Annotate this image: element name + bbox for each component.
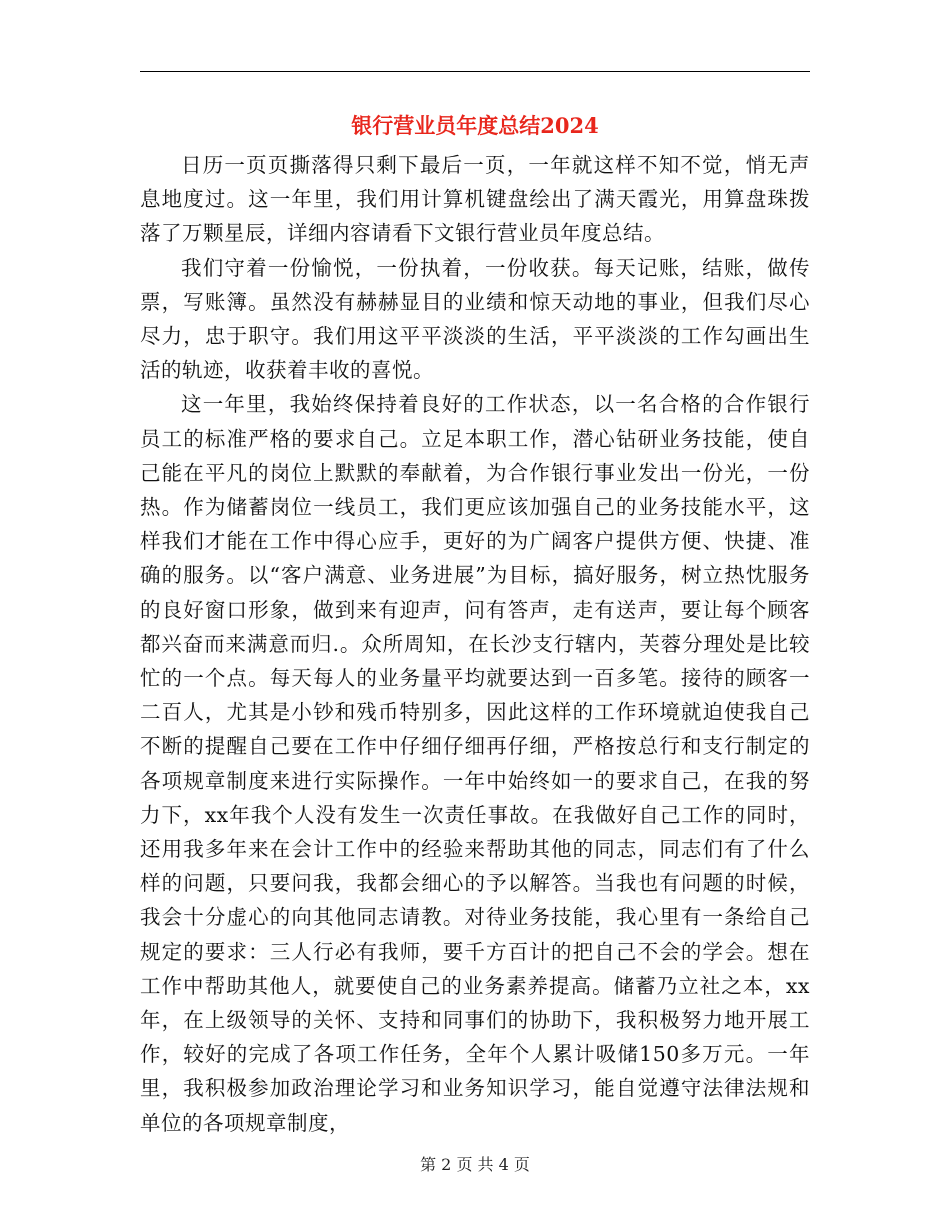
paragraph-intro: 日历一页页撕落得只剩下最后一页，一年就这样不知不觉，悄无声息地度过。这一年里，我们用计算机键盘绘出了满天霞光，用算盘珠拨落了万颗星辰，详细内容请看下文银行营业员年度总结。 [140, 153, 810, 246]
header-rule [140, 71, 810, 72]
paragraph-daily-work: 我们守着一份愉悦，一份执着，一份收获。每天记账，结账，做传票，写账簿。虽然没有赫赫显目的业绩和惊天动地的事业，但我们尽心尽力，忠于职守。我们用这平平淡淡的生活，平平淡淡的工作勾画出生活的轨迹，收获着丰收的喜悦。 [140, 255, 810, 383]
page-footer [0, 1153, 950, 1177]
paragraph-work-summary: 这一年里，我始终保持着良好的工作状态，以一名合格的合作银行员工的标准严格的要求自己。立足本职工作，潜心钻研业务技能，使自己能在平凡的岗位上默默的奉献着，为合作银行事业发出一份光，一份热。作为储蓄岗位一线员工，我们更应该加强自己的业务技能水平，这样我们才能在工作中得心应手，更好的为广阔客户提供方便、快捷、准确的服务。以“客户满意、业务进展”为目标，搞好服务，树立热忱服务的良好窗口形象，做到来有迎声，问有答声，走有送声，要让每个顾客都兴奋而来满意而归.。众所周知，在长沙支行辖内，芙蓉分理处是比较忙的一个点。每天每人的业务量平均就要达到一百多笔。接待的顾客一二百人，尤其是小钞和残币特别多，因此这样的工作环境就迫使我自己不断的提醒自己要在工作中仔细仔细再仔细，严格按总行和支行制定的各项规章制度来进行实际操作。一年中始终如一的要求自己，在我的努力下，xx年我个人没有发生一次责任事故。在我做好自己工作的同时，还用我多年来在会计工作中的经验来帮助其他的同志，同志们有了什么样的问题，只要问我，我都会细心的予以解答。当我也有问题的时候，我会十分虚心的向其他同志请教。对待业务技能，我心里有一条给自己规定的要求：三人行必有我师，要千方百计的把自己不会的学会。想在工作中帮助其他人，就要使自己的业务素养提高。储蓄乃立社之本，xx年，在上级领导的关怀、支持和同事们的协助下，我积极努力地开展工作，较好的完成了各项工作任务，全年个人累计吸储150多万元。一年里，我积极参加政治理论学习和业务知识学习，能自觉遵守法律法规和单位的各项规章制度， [140, 392, 810, 1135]
document-body [140, 148, 810, 1140]
document-title: 银行营业员年度总结2024 [351, 113, 599, 138]
page-number: 第 2 页 共 4 页 [420, 1155, 530, 1174]
